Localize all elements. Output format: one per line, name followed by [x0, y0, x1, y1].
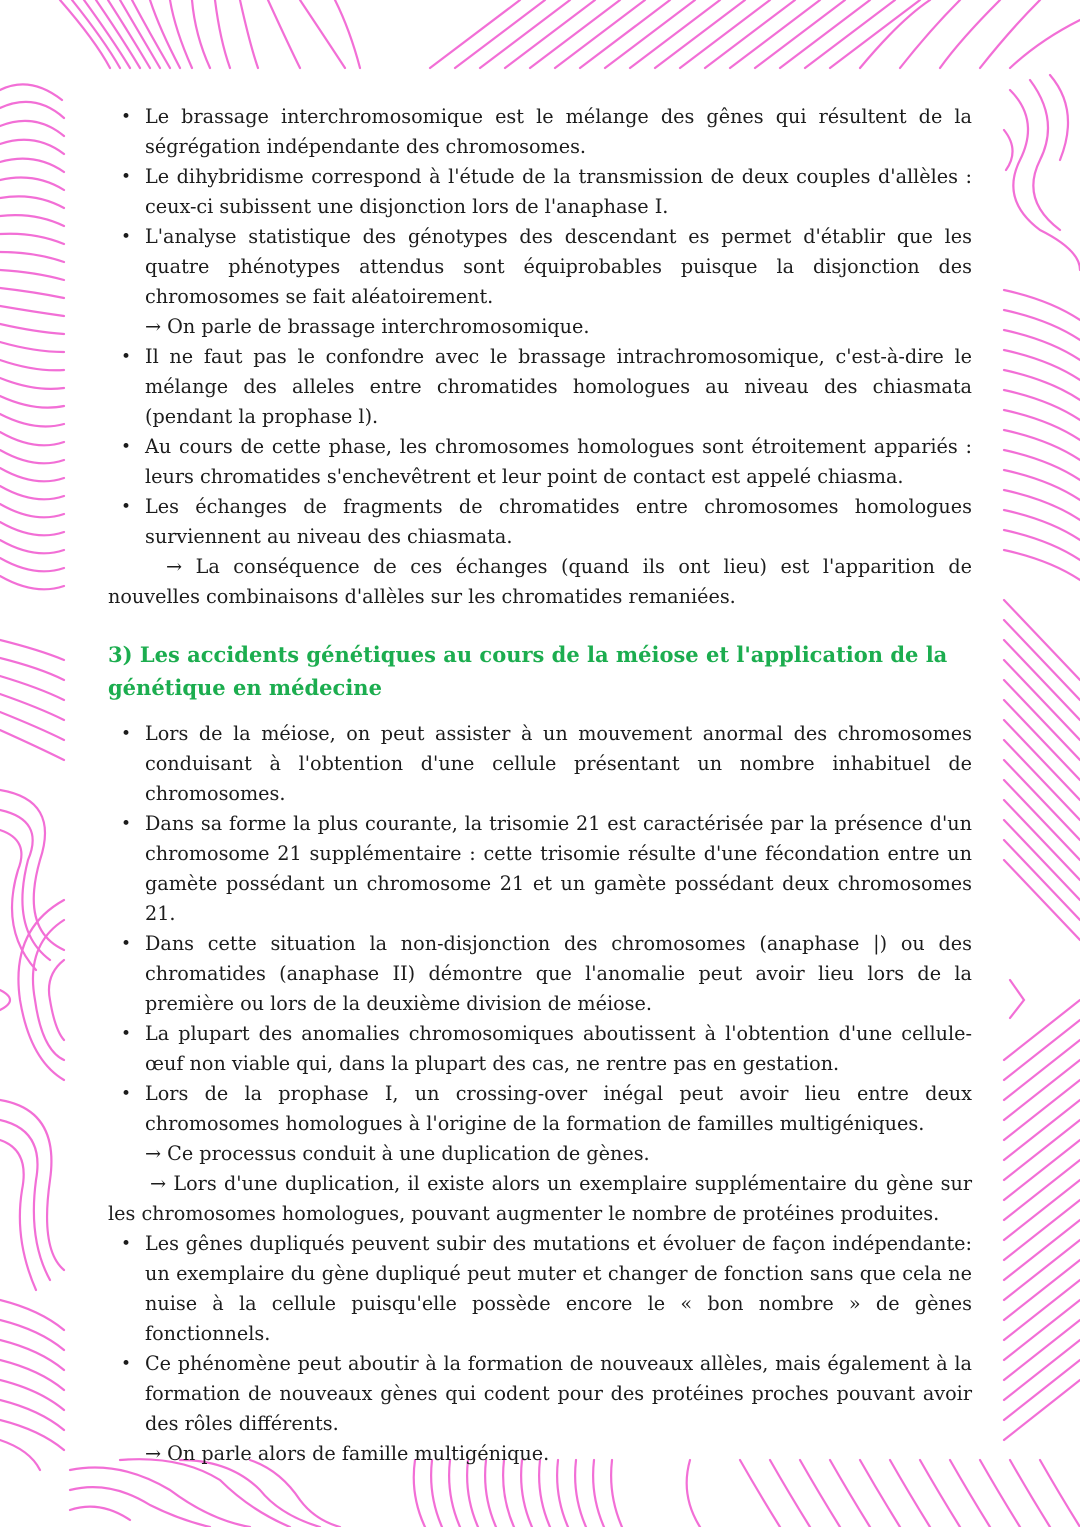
- section-heading: 3) Les accidents génétiques au cours de la méiose et l'application de la génétique en médecine: [108, 642, 948, 700]
- arrow-note: → Lors d'une duplication, il existe alors un exemplaire supplémentaire du gène sur les chromosomes homologues, pouvant augmenter le nombre de protéines produites.: [108, 1172, 972, 1225]
- document-body: [108, 102, 972, 1469]
- arrow-note: → On parle alors de famille multigénique.: [145, 1442, 550, 1465]
- list-item: • Dans sa forme la plus courante, la trisomie 21 est caractérisée par la présence d'un chromosome 21 supplémentaire : cette trisomie résulte d'une fécondation entre un gamète possédant un chromosome 21 et un gamète possédant deux chromosomes 21.: [108, 809, 972, 929]
- bullet-list-a: [108, 102, 972, 312]
- list-item: • Lors de la prophase I, un crossing-over inégal peut avoir lieu entre deux chromosomes homologues à l'origine de la formation de familles multigéniques.: [108, 1079, 972, 1139]
- list-item: • Au cours de cette phase, les chromosomes homologues sont étroitement appariés : leurs chromatides s'enchevêtrent et leur point de contact est appelé chiasma.: [108, 432, 972, 492]
- page-content-area: [70, 70, 1002, 1465]
- list-item: • Ce phénomène peut aboutir à la formation de nouveaux allèles, mais également à la formation de nouveaux gènes qui codent pour des protéines proches pouvant avoir des rôles différents.: [108, 1349, 972, 1439]
- list-item: • Lors de la méiose, on peut assister à un mouvement anormal des chromosomes conduisant à l'obtention d'une cellule présentant un nombre inhabituel de chromosomes.: [108, 719, 972, 809]
- list-item: • L'analyse statistique des génotypes des descendant es permet d'établir que les quatre phénotypes attendus sont équiprobables puisque la disjonction des chromosomes se fait aléatoirement.: [108, 222, 972, 312]
- list-item: • Il ne faut pas le confondre avec le brassage intrachromosomique, c'est-à-dire le mélange des alleles entre chromatides homologues au niveau des chiasmata (pendant la prophase l).: [108, 342, 972, 432]
- list-item: • Le dihybridisme correspond à l'étude de la transmission de deux couples d'allèles : ceux-ci subissent une disjonction lors de l'anaphase I.: [108, 162, 972, 222]
- bullet-list-a2: [108, 342, 972, 552]
- arrow-note: → On parle de brassage interchromosomique.: [145, 315, 590, 338]
- bullet-list-b2: [108, 1229, 972, 1439]
- spacer: [108, 704, 972, 719]
- list-item: • Les échanges de fragments de chromatides entre chromosomes homologues surviennent au niveau des chiasmata.: [108, 492, 972, 552]
- list-item: • Le brassage interchromosomique est le mélange des gênes qui résultent de la ségrégation indépendante des chromosomes.: [108, 102, 972, 162]
- list-item: • Les gênes dupliqués peuvent subir des mutations et évoluer de façon indépendante: un exemplaire du gène dupliqué peut muter et changer de fonction sans que cela ne nuise à la cellule puisqu'elle possède encore le « bon nombre » de gènes fonctionnels.: [108, 1229, 972, 1349]
- list-item: • Dans cette situation la non-disjonction des chromosomes (anaphase |) ou des chromatides (anaphase II) démontre que l'anomalie peut avoir lieu lors de la première ou lors de la deuxième division de méiose.: [108, 929, 972, 1019]
- arrow-note: → Ce processus conduit à une duplication de gènes.: [145, 1142, 650, 1165]
- bullet-list-b: [108, 719, 972, 1139]
- list-item: • La plupart des anomalies chromosomiques aboutissent à l'obtention d'une cellule-œuf non viable qui, dans la plupart des cas, ne rentre pas en gestation.: [108, 1019, 972, 1079]
- arrow-note: → La conséquence de ces échanges (quand ils ont lieu) est l'apparition de nouvelles combinaisons d'allèles sur les chromatides remaniées.: [108, 555, 972, 608]
